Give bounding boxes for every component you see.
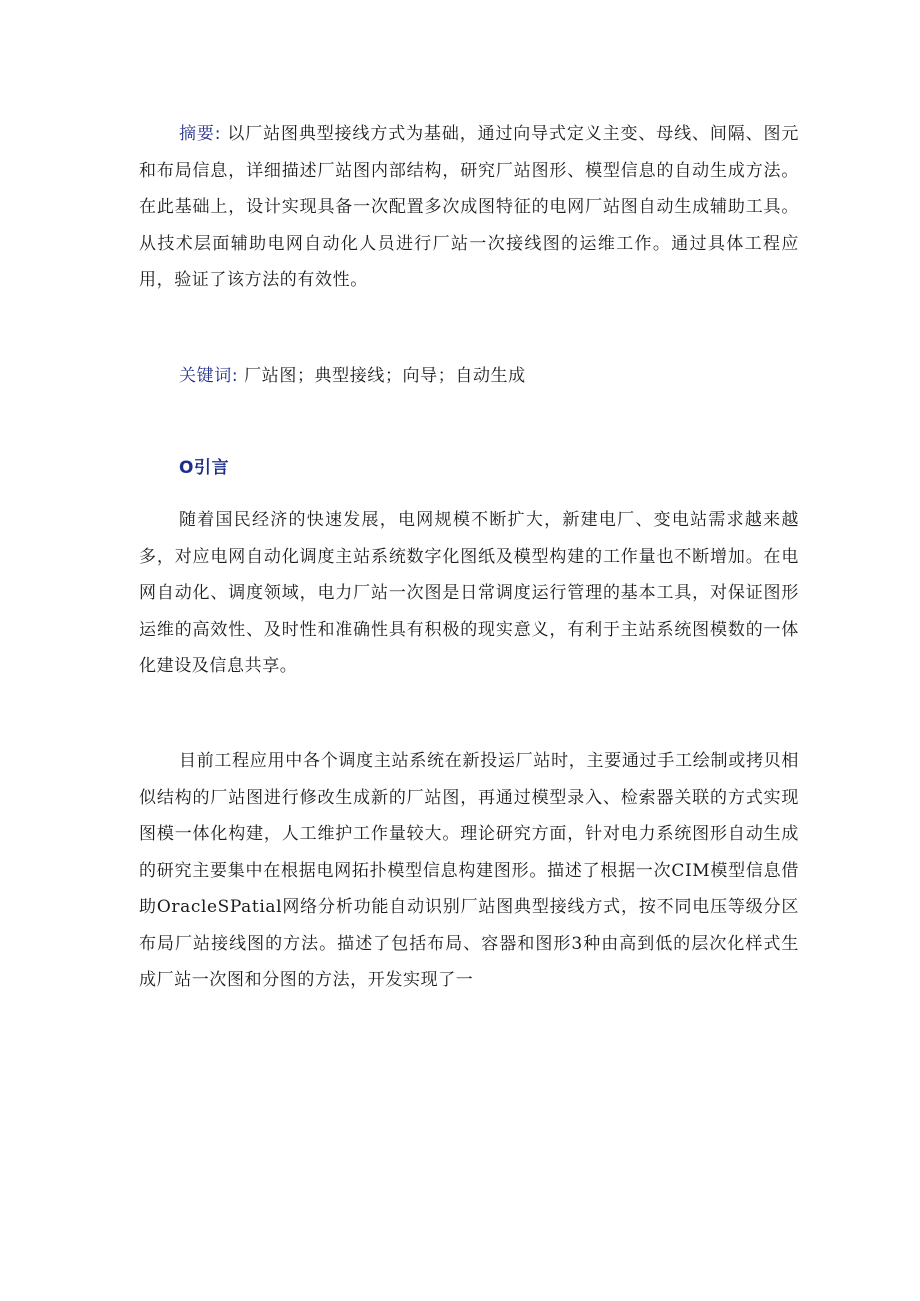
abstract-separator: : — [214, 124, 222, 144]
abstract-label-text: 摘要 — [179, 124, 215, 144]
abstract-label — [179, 124, 221, 144]
keywords-text: 厂站图；典型接线；向导；自动生成 — [244, 366, 526, 386]
abstract-paragraph — [139, 116, 799, 299]
keywords-paragraph — [139, 358, 799, 395]
keywords-label — [179, 366, 238, 386]
section-heading: O引言 — [179, 458, 230, 478]
abstract-text: 以厂站图典型接线方式为基础，通过向导式定义主变、母线、间隔、图元和布局信息，详细描述厂站图内部结构，研究厂站图形、模型信息的自动生成方法。在此基础上，设计实现具备一次配置多次成图特征的电网厂站图自动生成辅助工具。从技术层面辅助电网自动化人员进行厂站一次接线图的运维工作。通过具体工程应用，验证了该方法的有效性。 — [139, 124, 799, 290]
keywords-label-text: 关键词 — [179, 366, 232, 386]
body-paragraph-1: 随着国民经济的快速发展，电网规模不断扩大，新建电厂、变电站需求越来越多，对应电网自动化调度主站系统数字化图纸及模型构建的工作量也不断增加。在电网自动化、调度领域，电力厂站一次图是日常调度运行管理的基本工具，对保证图形运维的高效性、及时性和准确性具有积极的现实意义，有利于主站系统图模数的一体化建设及信息共享。 — [139, 510, 799, 676]
keywords-separator: : — [231, 366, 239, 386]
body-paragraph-2: 目前工程应用中各个调度主站系统在新投运厂站时，主要通过手工绘制或拷贝相似结构的厂站图进行修改生成新的厂站图，再通过模型录入、检索器关联的方式实现图模一体化构建，人工维护工作量较大。理论研究方面，针对电力系统图形自动生成的研究主要集中在根据电网拓扑模型信息构建图形。描述了根据一次CIM模型信息借助OracleSPatial网络分析功能自动识别厂站图典型接线方式，按不同电压等级分区布局厂站接线图的方法。描述了包括布局、容器和图形3种由高到低的层次化样式生成厂站一次图和分图的方法，开发实现了一 — [139, 751, 799, 990]
